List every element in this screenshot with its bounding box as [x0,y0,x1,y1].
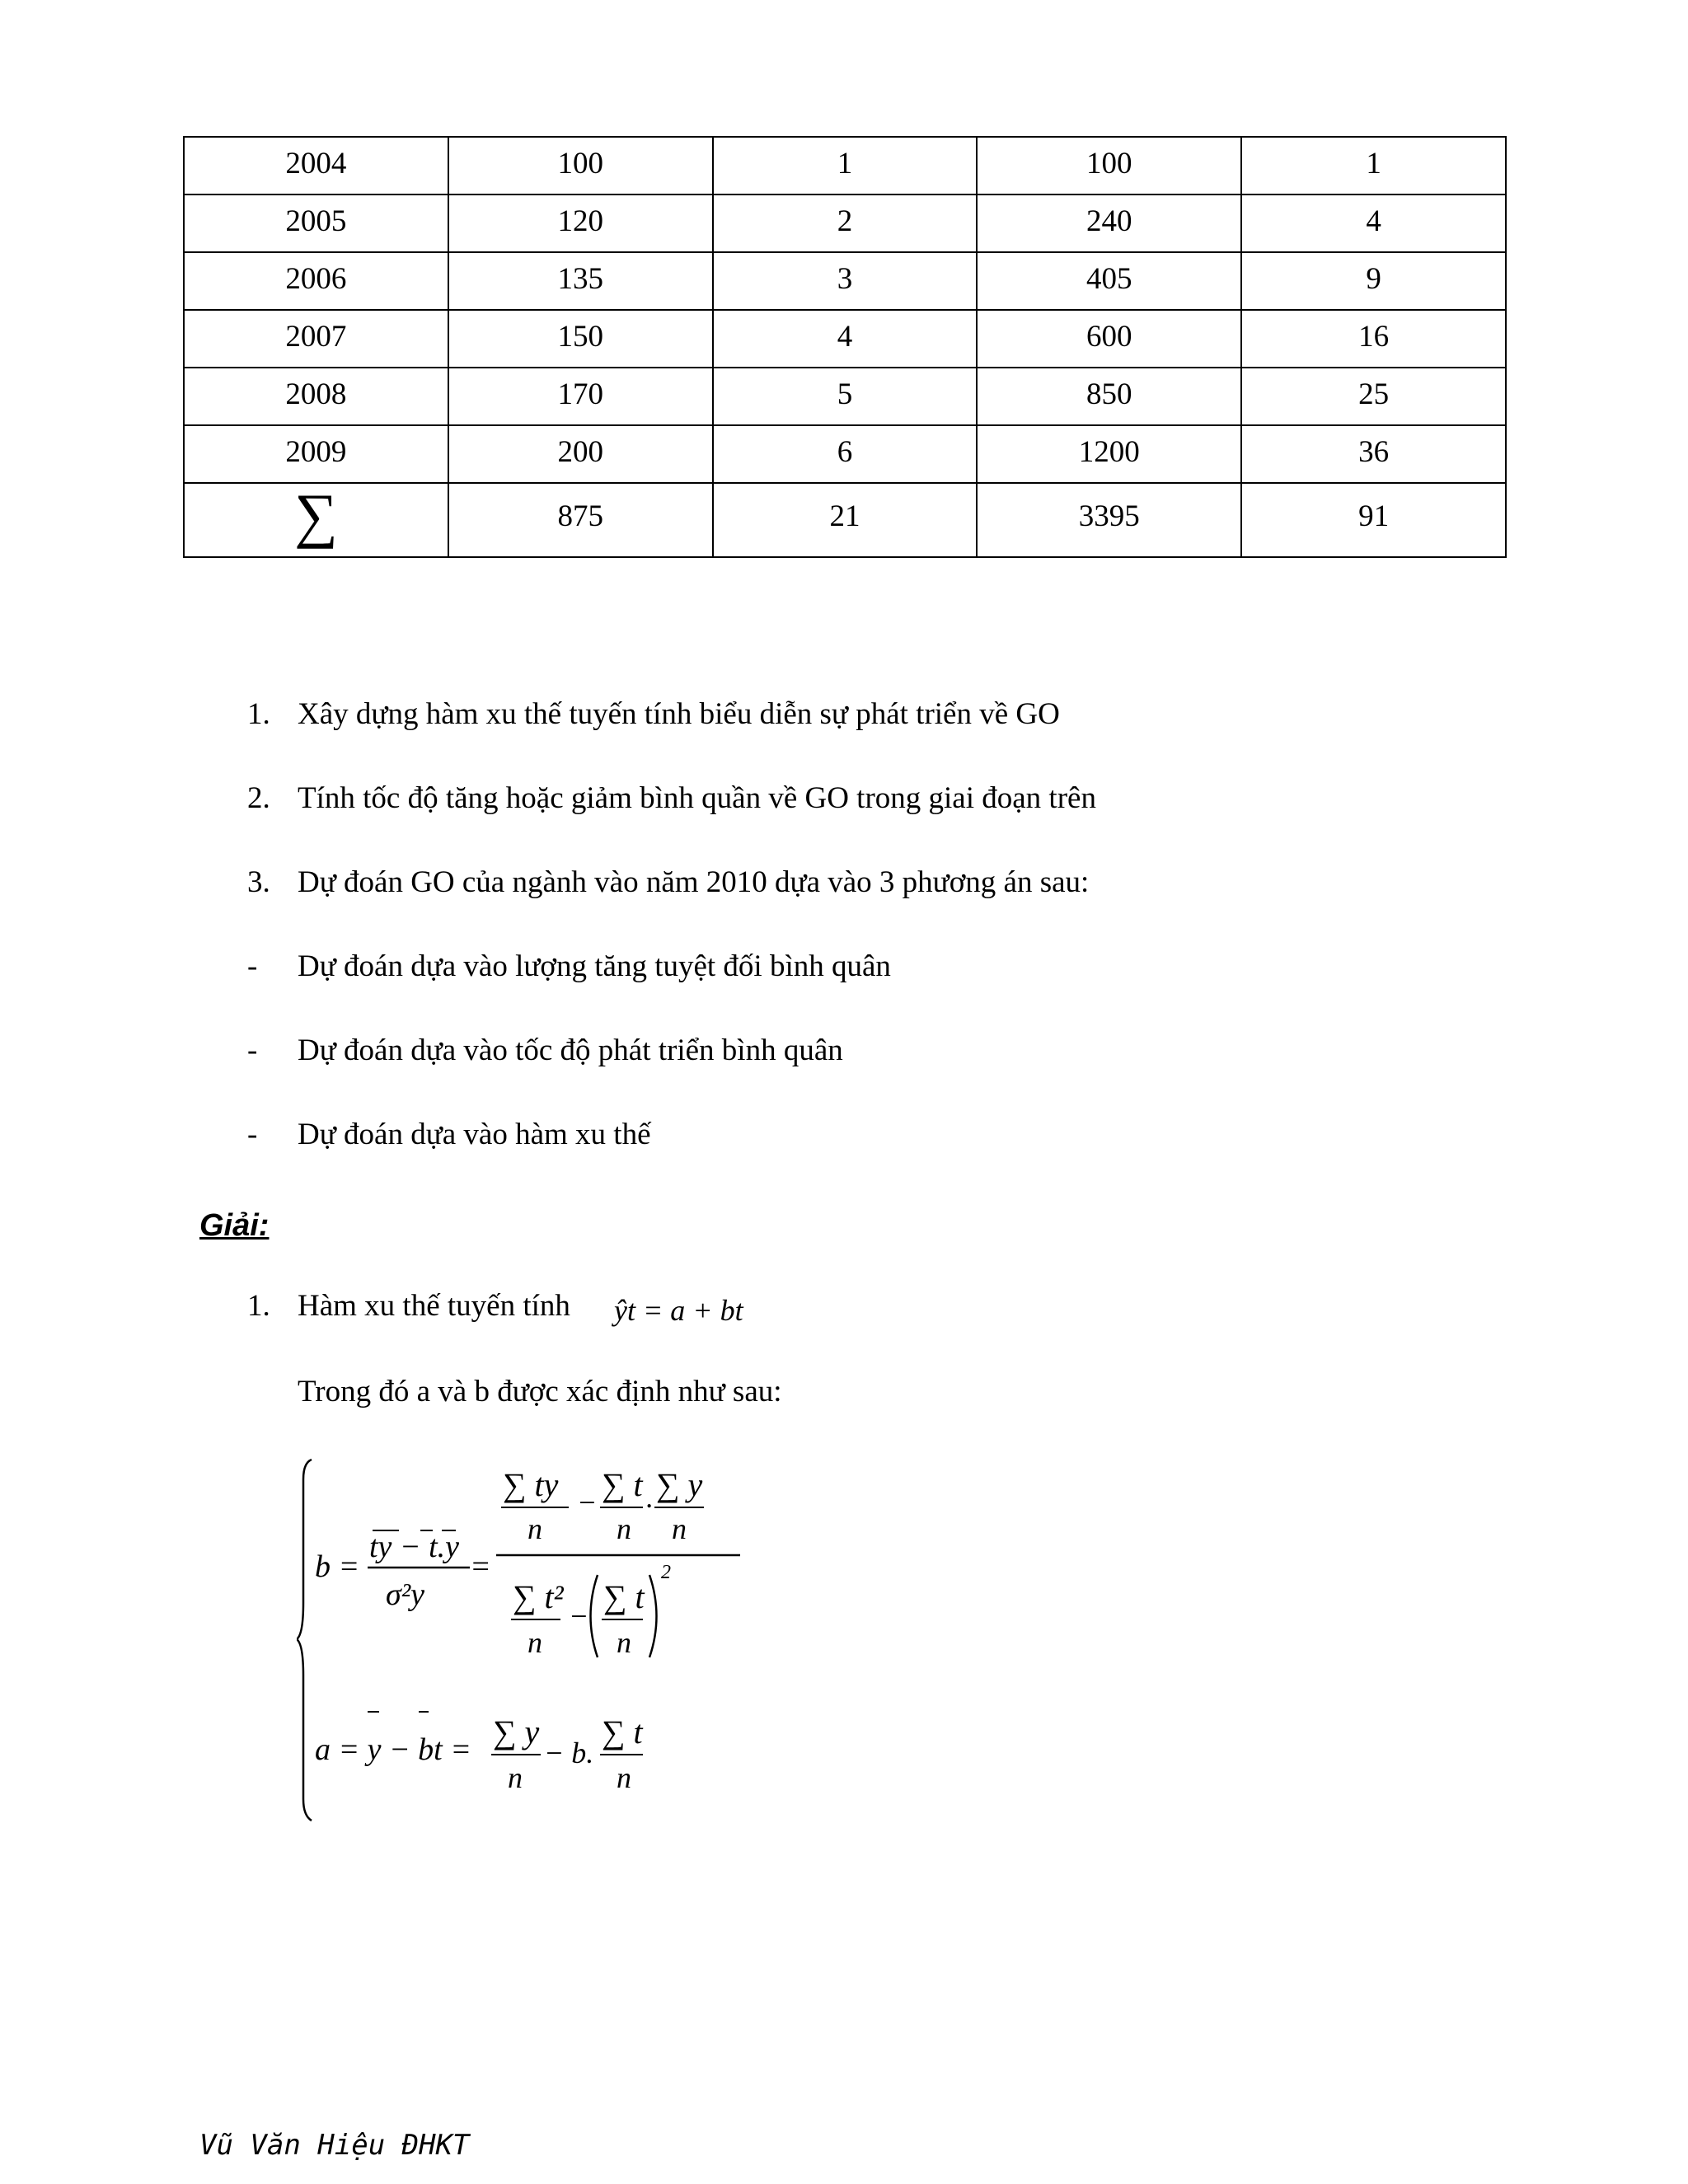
table-cell: 36 [1241,425,1506,483]
left-paren [591,1575,598,1657]
list-marker: 2. [247,781,270,815]
sum-ty: ∑ ty [503,1466,559,1503]
minus-b: − b. [544,1736,594,1769]
sum-t: ∑ t [603,1578,645,1615]
b-label: b = [315,1549,360,1584]
table-cell: 2009 [184,425,448,483]
table-cell: 2005 [184,194,448,252]
sum-y: ∑ y [656,1466,703,1503]
left-brace [297,1460,312,1821]
list-marker: 1. [247,697,270,731]
table-cell: 1 [1241,137,1506,194]
trend-formula: ŷt = a + bt [614,1294,743,1327]
table-cell: 100 [977,137,1241,194]
table-cell: 405 [977,252,1241,310]
n-denominator: n [672,1512,687,1545]
table-cell: 1200 [977,425,1241,483]
table-row [184,194,1506,252]
table-cell: 3 [713,252,978,310]
table-cell: 600 [977,310,1241,368]
table-cell: 2 [713,194,978,252]
table-cell: 4 [713,310,978,368]
n-denominator: n [508,1761,523,1794]
list-marker: - [247,949,258,983]
table-cell: 240 [977,194,1241,252]
sigma-symbol: ∑ [294,482,338,550]
where-text: Trong đó a và b được xác định như sau: [298,1375,782,1408]
table-cell: 3395 [977,483,1241,557]
list-text: Dự đoán GO của ngành vào năm 2010 dựa vào 3 phương án sau: [298,865,1090,899]
list-marker: 1. [247,1289,270,1323]
equals-sign: = [470,1549,491,1584]
table-cell: 100 [448,137,713,194]
table-cell: 2006 [184,252,448,310]
sigma-y-denominator: σ²y [386,1577,424,1612]
list-marker: - [247,1118,258,1151]
list-text: Xây dựng hàm xu thế tuyến tính biểu diễn sự phát triển về GO [298,697,1060,731]
table-cell: 850 [977,368,1241,425]
a-label: a = y − bt = [315,1732,471,1767]
table-cell: 200 [448,425,713,483]
sum-y: ∑ y [493,1713,540,1750]
table-row [184,425,1506,483]
table-row [184,252,1506,310]
table-cell: 135 [448,252,713,310]
formula-block [297,1455,758,1825]
sum-t: ∑ t [602,1466,643,1503]
sum-t: ∑ t [602,1713,643,1750]
exponent-2: 2 [661,1562,671,1583]
list-marker: - [247,1033,258,1067]
sigma-cell [184,483,448,557]
data-table [183,136,1507,558]
n-denominator: n [617,1626,631,1659]
table-row [184,310,1506,368]
n-denominator: n [528,1512,542,1545]
table-cell: 91 [1241,483,1506,557]
n-denominator: n [617,1512,631,1545]
table-cell: 150 [448,310,713,368]
n-denominator: n [528,1626,542,1659]
table-sum-row [184,483,1506,557]
table-cell: 5 [713,368,978,425]
table-cell: 170 [448,368,713,425]
list-marker: 3. [247,865,270,899]
solution-heading: Giải: [199,1208,270,1243]
minus-sign: − [577,1486,598,1519]
table-cell: 120 [448,194,713,252]
table-cell: 9 [1241,252,1506,310]
dot-sign: . [646,1481,654,1514]
list-text: Dự đoán dựa vào hàm xu thế [298,1118,651,1151]
table-cell: 2008 [184,368,448,425]
table-cell: 875 [448,483,713,557]
right-paren [649,1575,657,1657]
table-cell: 25 [1241,368,1506,425]
table-cell: 6 [713,425,978,483]
list-text: Dự đoán dựa vào lượng tăng tuyệt đối bình quân [298,949,891,983]
table-cell: 2007 [184,310,448,368]
list-text: Dự đoán dựa vào tốc độ phát triển bình quân [298,1033,843,1067]
sum-t-squared: ∑ t² [513,1578,564,1615]
table-cell: 4 [1241,194,1506,252]
n-denominator: n [617,1761,631,1794]
footer-author: Vũ Văn Hiệu ĐHKT [199,2129,470,2162]
minus-sign: − [569,1600,589,1633]
table-row [184,368,1506,425]
table-row [184,137,1506,194]
table-cell: 16 [1241,310,1506,368]
table-cell: 1 [713,137,978,194]
table-cell: 21 [713,483,978,557]
list-text: Hàm xu thế tuyến tính [298,1289,570,1323]
list-text: Tính tốc độ tăng hoặc giảm bình quần về GO trong giai đoạn trên [298,781,1096,815]
table-cell: 2004 [184,137,448,194]
ty-bar-numerator: ty − t.y [369,1530,459,1564]
